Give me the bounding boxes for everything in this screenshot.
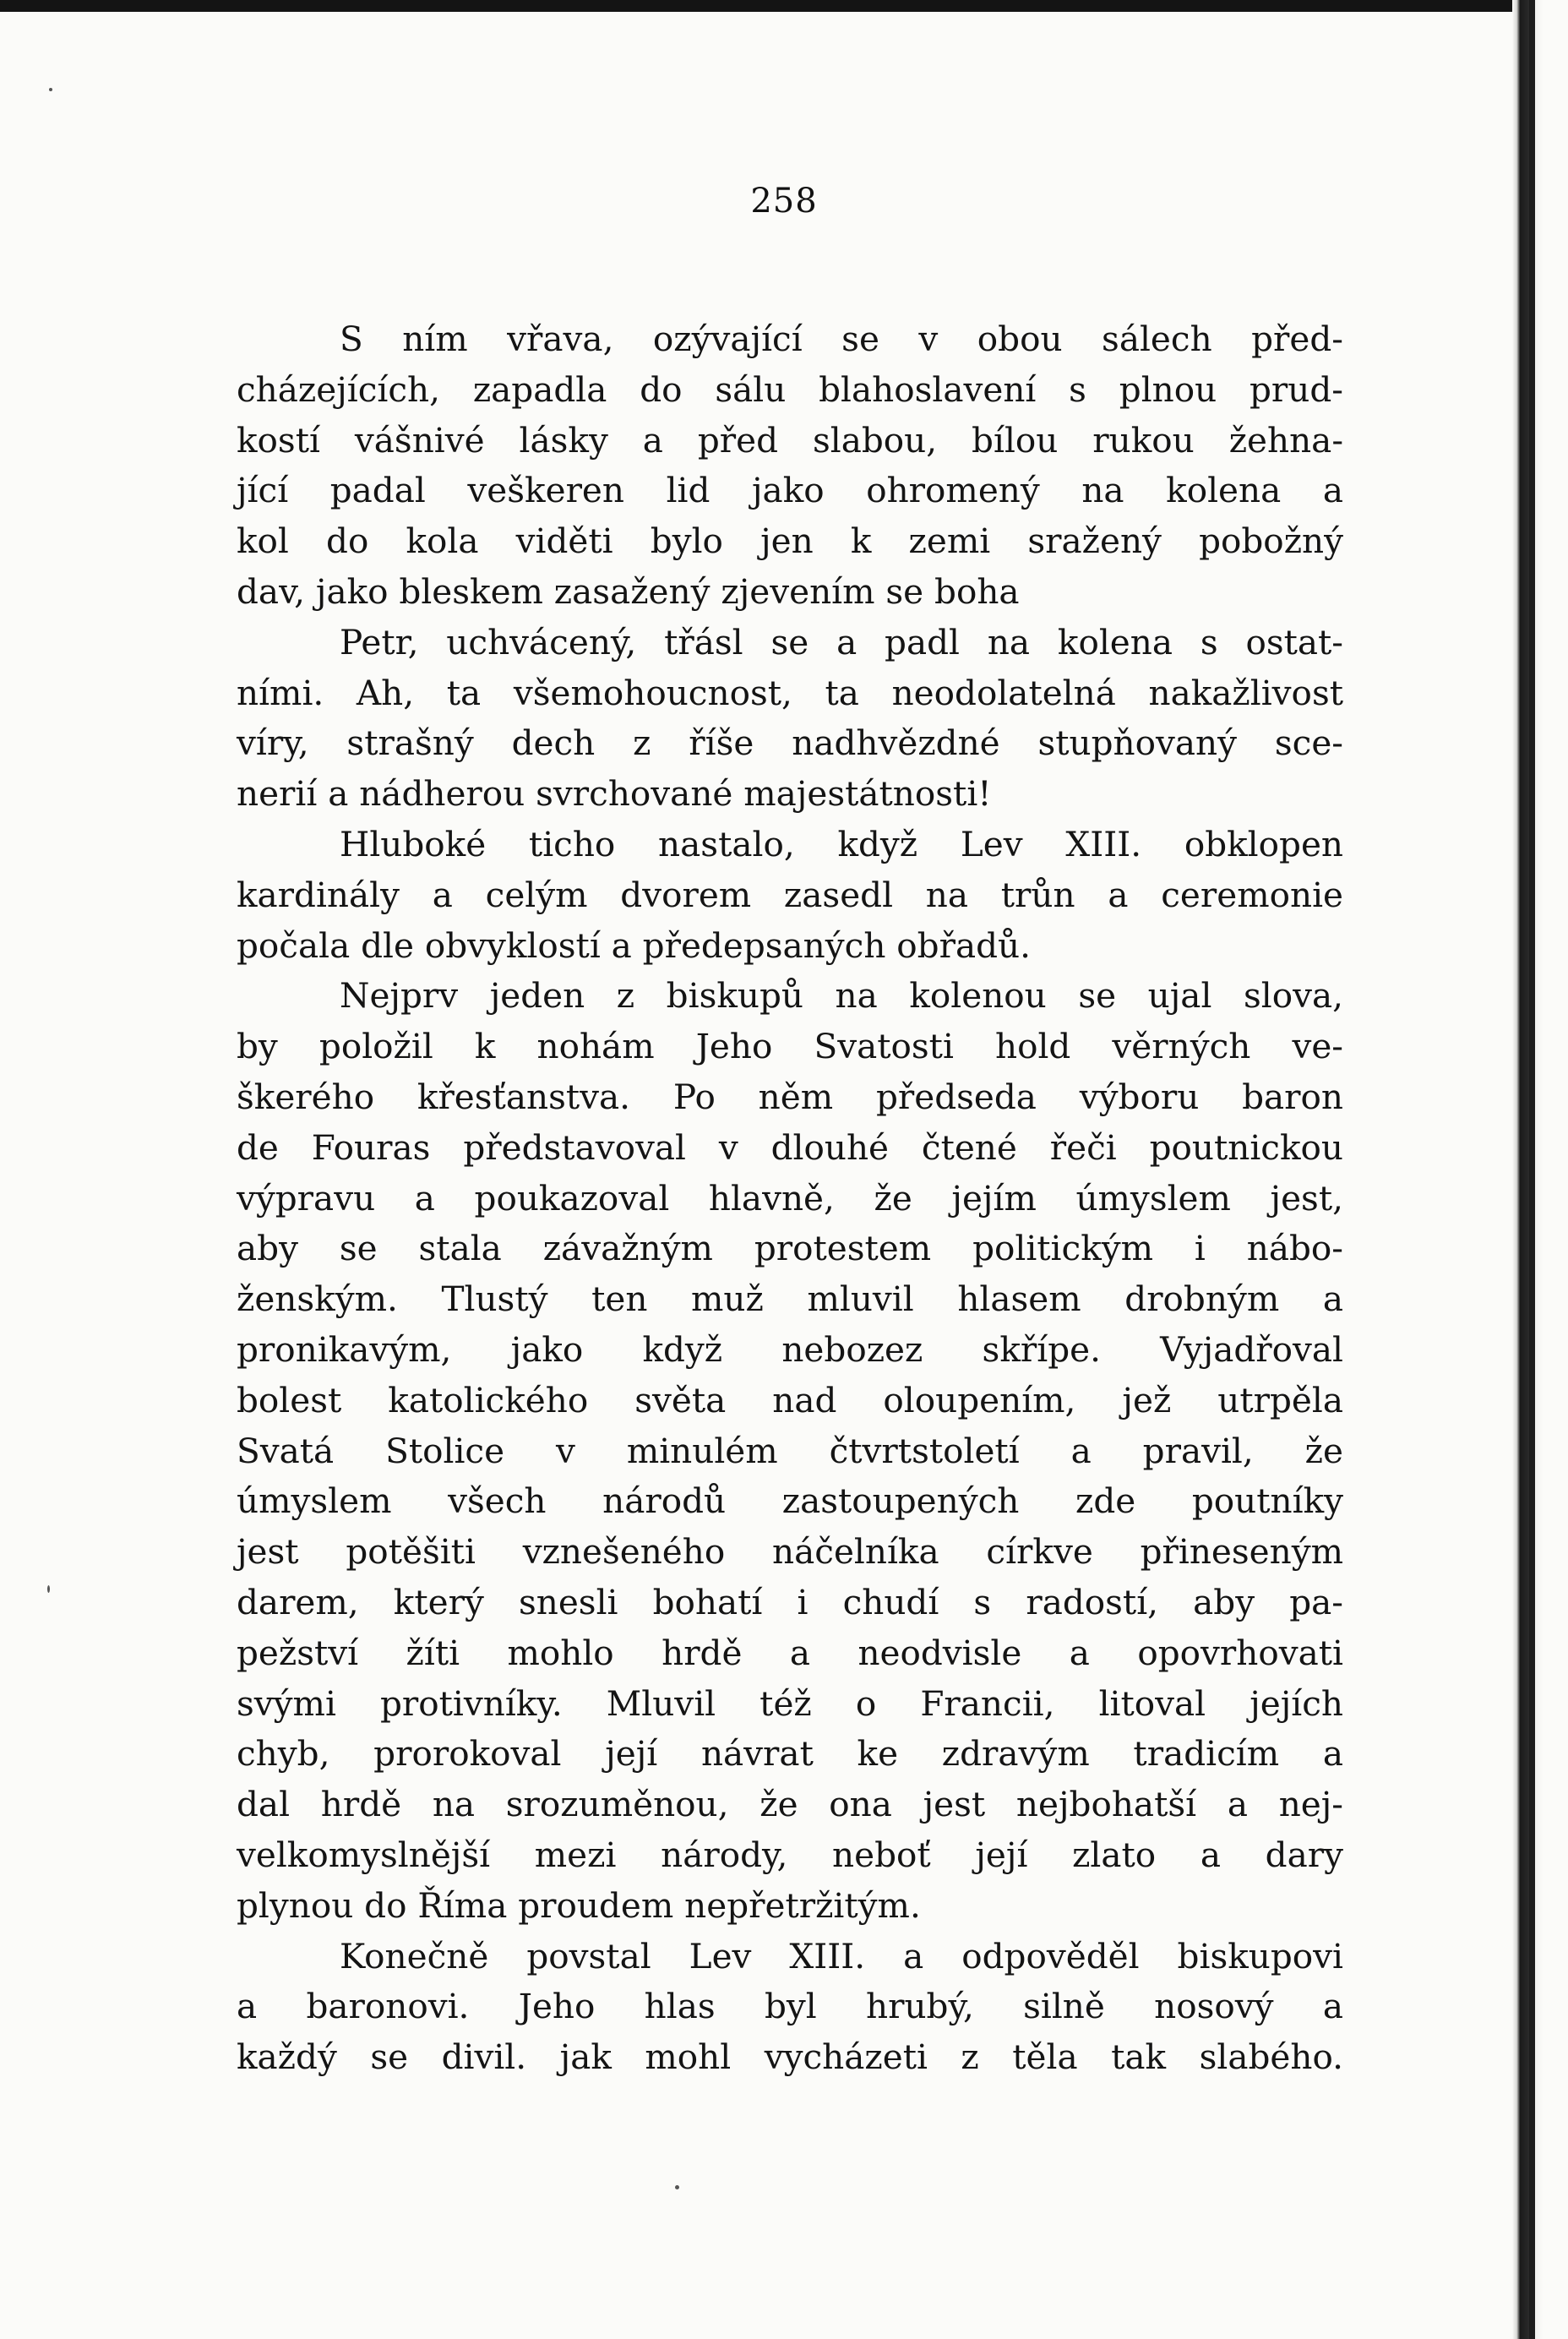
scan-right-edge [1512,0,1568,2339]
text-line: cházejících, zapadla do sálu blahoslavení s plnou prud- [237,368,1343,410]
page-number: 258 [750,182,818,221]
text-line: úmyslem všech národů zastoupených zde poutníky [237,1480,1343,1522]
text-line: bolest katolického světa nad oloupením, jež utrpěla [237,1379,1343,1420]
text-line: víry, strašný dech z říše nadhvězdné stupňovaný sce- [237,722,1343,764]
text-line: Konečně povstal Lev XIII. a odpověděl biskupovi [340,1935,1343,1976]
text-line: chyb, prorokoval její návrat ke zdravým tradicím a [237,1733,1343,1775]
text-line: dav, jako bleskem zasažený zjevením se boha [237,570,1020,612]
text-line: kardinály a celým dvorem zasedl na trůn a ceremonie [237,874,1343,915]
text-line: pronikavým, jako když nebozez skřípe. Vyjadřoval [237,1328,1343,1370]
text-line: Nejprv jeden z biskupů na kolenou se ujal slova, [340,975,1343,1017]
paper-speck [675,2185,679,2189]
text-line: svými protivníky. Mluvil též o Francii, litoval jejích [237,1682,1343,1724]
text-line: nerií a nádherou svrchované majestátnosti! [237,773,992,815]
text-line: S ním vřava, ozývající se v obou sálech před- [340,319,1343,359]
text-line: Svatá Stolice v minulém čtvrtstoletí a pravil, že [237,1430,1343,1471]
text-line: a baronovi. Jeho hlas byl hrubý, silně nosový a [237,1986,1343,2027]
text-line: jest potěšiti vznešeného náčelníka církve přineseným [237,1531,1343,1573]
text-line: výpravu a poukazoval hlavně, že jejím úmyslem jest, [237,1177,1343,1219]
text-line: Petr, uchvácený, třásl se a padl na kolena s ostat- [340,621,1343,662]
text-line: by položil k nohám Jeho Svatosti hold věrných ve- [237,1026,1343,1067]
text-line: darem, který snesli bohatí i chudí s radostí, aby pa- [237,1581,1343,1622]
text-line: kol do kola viděti bylo jen k zemi sražený pobožný [237,521,1343,562]
paper-speck [49,88,52,91]
text-line: Hluboké ticho nastalo, když Lev XIII. obklopen [340,823,1343,864]
scan-right-border [1529,0,1535,2339]
text-line: kostí vášnivé lásky a před slabou, bílou rukou žehna- [237,419,1343,461]
text-line: pežství žíti mohlo hrdě a neodvisle a opovrhovati [237,1632,1343,1673]
scan-top-edge [0,0,1568,12]
text-line: ními. Ah, ta všemohoucnost, ta neodolatelná nakažlivost [237,672,1343,713]
text-line: ženským. Tlustý ten muž mluvil hlasem drobným a [237,1279,1343,1320]
text-line: de Fouras představoval v dlouhé čtené řeči poutnickou [237,1126,1343,1168]
text-line: plynou do Říma proudem nepřetržitým. [237,1884,921,1926]
text-line: počala dle obvyklostí a předepsaných obřadů. [237,924,1031,966]
text-line: škerého křesťanstva. Po něm předseda výboru baron [237,1076,1343,1117]
text-line: velkomyslnější mezi národy, neboť její zlato a dary [237,1834,1343,1875]
text-line: každý se divil. jak mohl vycházeti z těla tak slabého. [237,2036,1343,2078]
text-line: dal hrdě na srozuměnou, že ona jest nejbohatší a nej- [237,1784,1343,1825]
text-line: aby se stala závažným protestem politickým i nábo- [237,1228,1343,1269]
body-text [237,314,1343,2083]
text-line: jící padal veškeren lid jako ohromený na kolena a [237,470,1343,511]
paper-speck [47,1585,50,1593]
